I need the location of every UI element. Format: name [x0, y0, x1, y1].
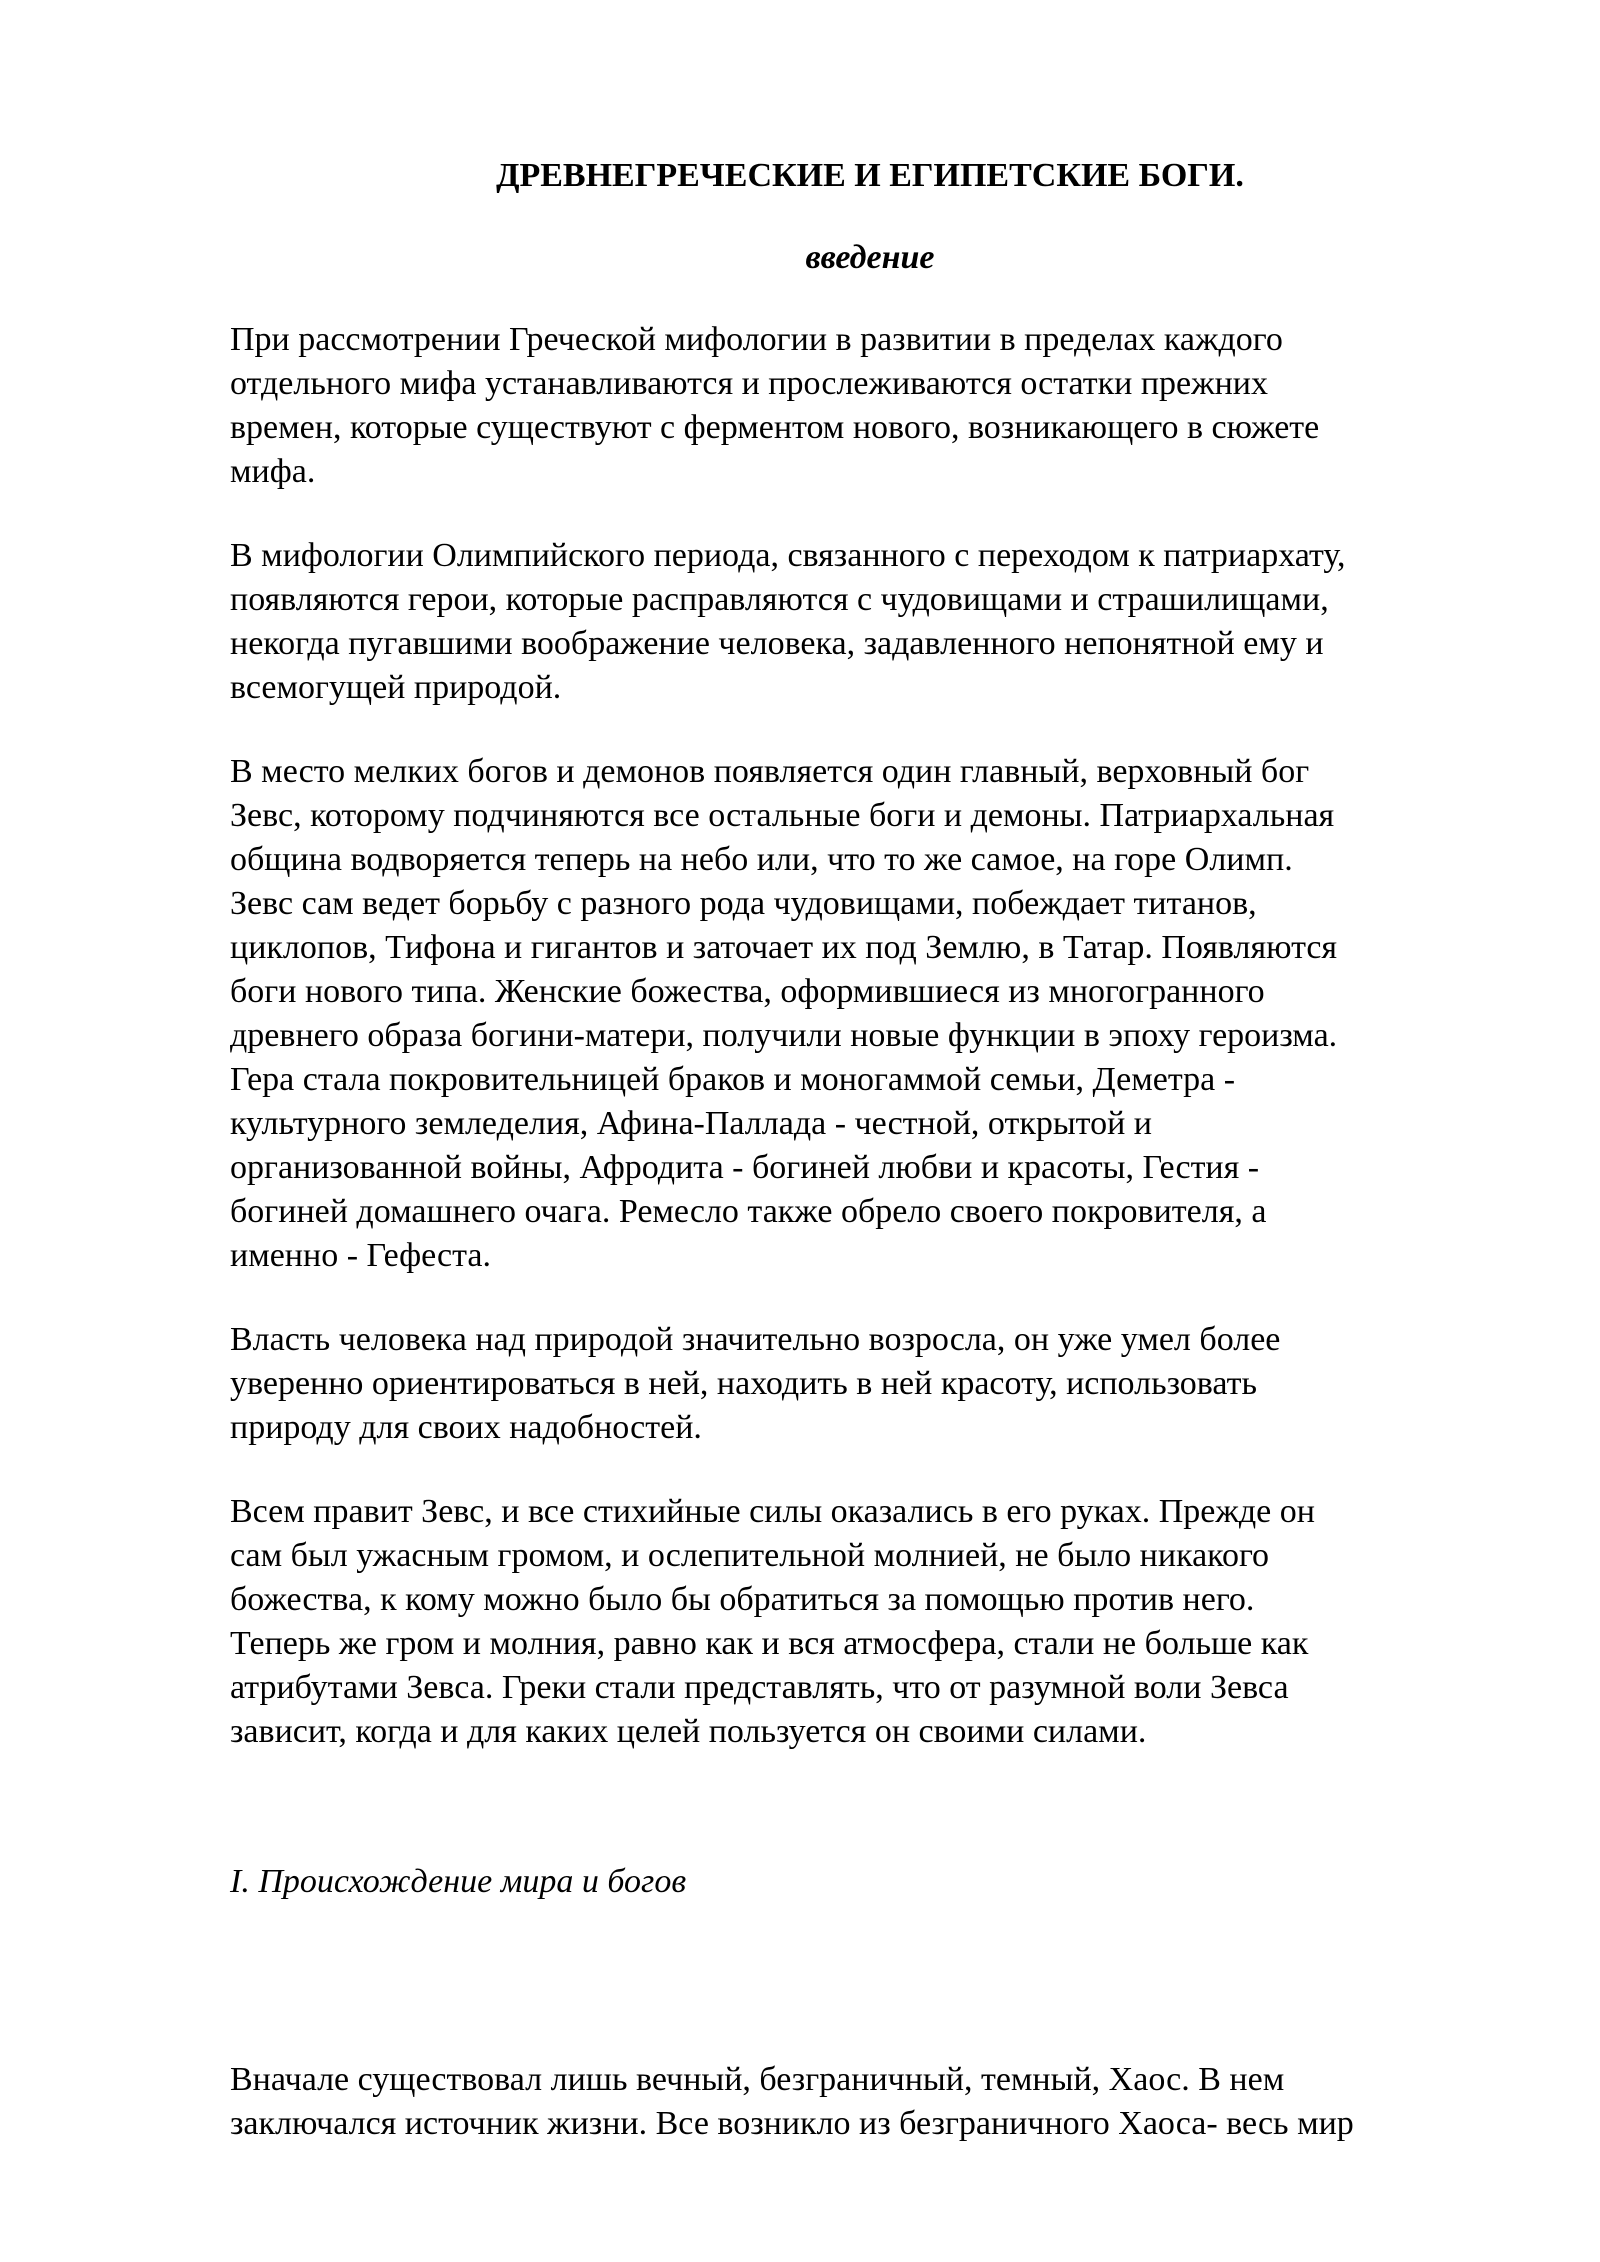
text-line: древнего образа богини-матери, получили новые функции в эпоху героизма. [230, 1017, 1338, 1054]
text-line: община водворяется теперь на небо или, что то же самое, на горе Олимп. [230, 841, 1293, 878]
text-line: именно - Гефеста. [230, 1237, 492, 1274]
text-line: Всем правит Зевс, и все стихийные силы оказались в его руках. Прежде он [230, 1493, 1315, 1530]
paragraph [230, 1318, 1500, 1450]
text-line: сам был ужасным громом, и ослепительной молнией, не было никакого [230, 1537, 1270, 1574]
document-body [230, 318, 1500, 2146]
paragraph [230, 318, 1500, 494]
text-line: природу для своих надобностей. [230, 1409, 702, 1446]
text-line: всемогущей природой. [230, 669, 562, 706]
text-line: богиней домашнего очага. Ремесло также обрело своего покровителя, а [230, 1193, 1267, 1230]
text-line: В мифологии Олимпийского периода, связанного с переходом к патриархату, [230, 537, 1346, 574]
text-line: Зевс, которому подчиняются все остальные боги и демоны. Патриархальная [230, 797, 1335, 834]
text-line: Гера стала покровительницей браков и моногаммой семьи, Деметра - [230, 1061, 1236, 1098]
paragraph [230, 750, 1500, 1278]
text-line: появляются герои, которые расправляются с чудовищами и страшилищами, [230, 581, 1329, 618]
text-line: При рассмотрении Греческой мифологии в развитии в пределах каждого [230, 321, 1283, 358]
text-line: боги нового типа. Женские божества, оформившиеся из многогранного [230, 973, 1265, 1010]
paragraph [230, 1490, 1500, 1754]
text-line: организованной войны, Афродита - богиней любви и красоты, Гестия - [230, 1149, 1260, 1186]
text-line: Вначале существовал лишь вечный, безграничный, темный, Хаос. В нем [230, 2061, 1285, 2098]
text-line: В место мелких богов и демонов появляется один главный, верховный бог [230, 753, 1310, 790]
text-line: циклопов, Тифона и гигантов и заточает их под Землю, в Татар. Появляются [230, 929, 1338, 966]
paragraph [230, 534, 1500, 710]
text-line: Зевс сам ведет борьбу с разного рода чудовищами, побеждает титанов, [230, 885, 1257, 922]
text-line: зависит, когда и для каких целей пользуется он своими силами. [230, 1713, 1147, 1750]
text-line: Теперь же гром и молния, равно как и вся атмосфера, стали не больше как [230, 1625, 1309, 1662]
document-subtitle: введение [805, 239, 935, 276]
text-line: божества, к кому можно было бы обратиться за помощью против него. [230, 1581, 1255, 1618]
section-heading: I. Происхождение мира и богов [230, 1863, 687, 1900]
text-line: атрибутами Зевса. Греки стали представлять, что от разумной воли Зевса [230, 1669, 1289, 1706]
text-line: культурного земледелия, Афина-Паллада - честной, открытой и [230, 1105, 1152, 1142]
text-line: уверенно ориентироваться в ней, находить в ней красоту, использовать [230, 1365, 1257, 1402]
text-line: времен, которые существуют с ферментом нового, возникающего в сюжете [230, 409, 1320, 446]
text-line: мифа. [230, 453, 316, 490]
text-line: Власть человека над природой значительно возросла, он уже умел более [230, 1321, 1281, 1358]
text-line: некогда пугавшими воображение человека, задавленного непонятной ему и [230, 625, 1324, 662]
document-title: ДРЕВНЕГРЕЧЕСКИЕ И ЕГИПЕТСКИЕ БОГИ. [496, 157, 1244, 194]
paragraph [230, 2058, 1500, 2146]
text-line: отдельного мифа устанавливаются и прослеживаются остатки прежних [230, 365, 1268, 402]
text-line: заключался источник жизни. Все возникло из безграничного Хаоса- весь мир [230, 2105, 1354, 2142]
